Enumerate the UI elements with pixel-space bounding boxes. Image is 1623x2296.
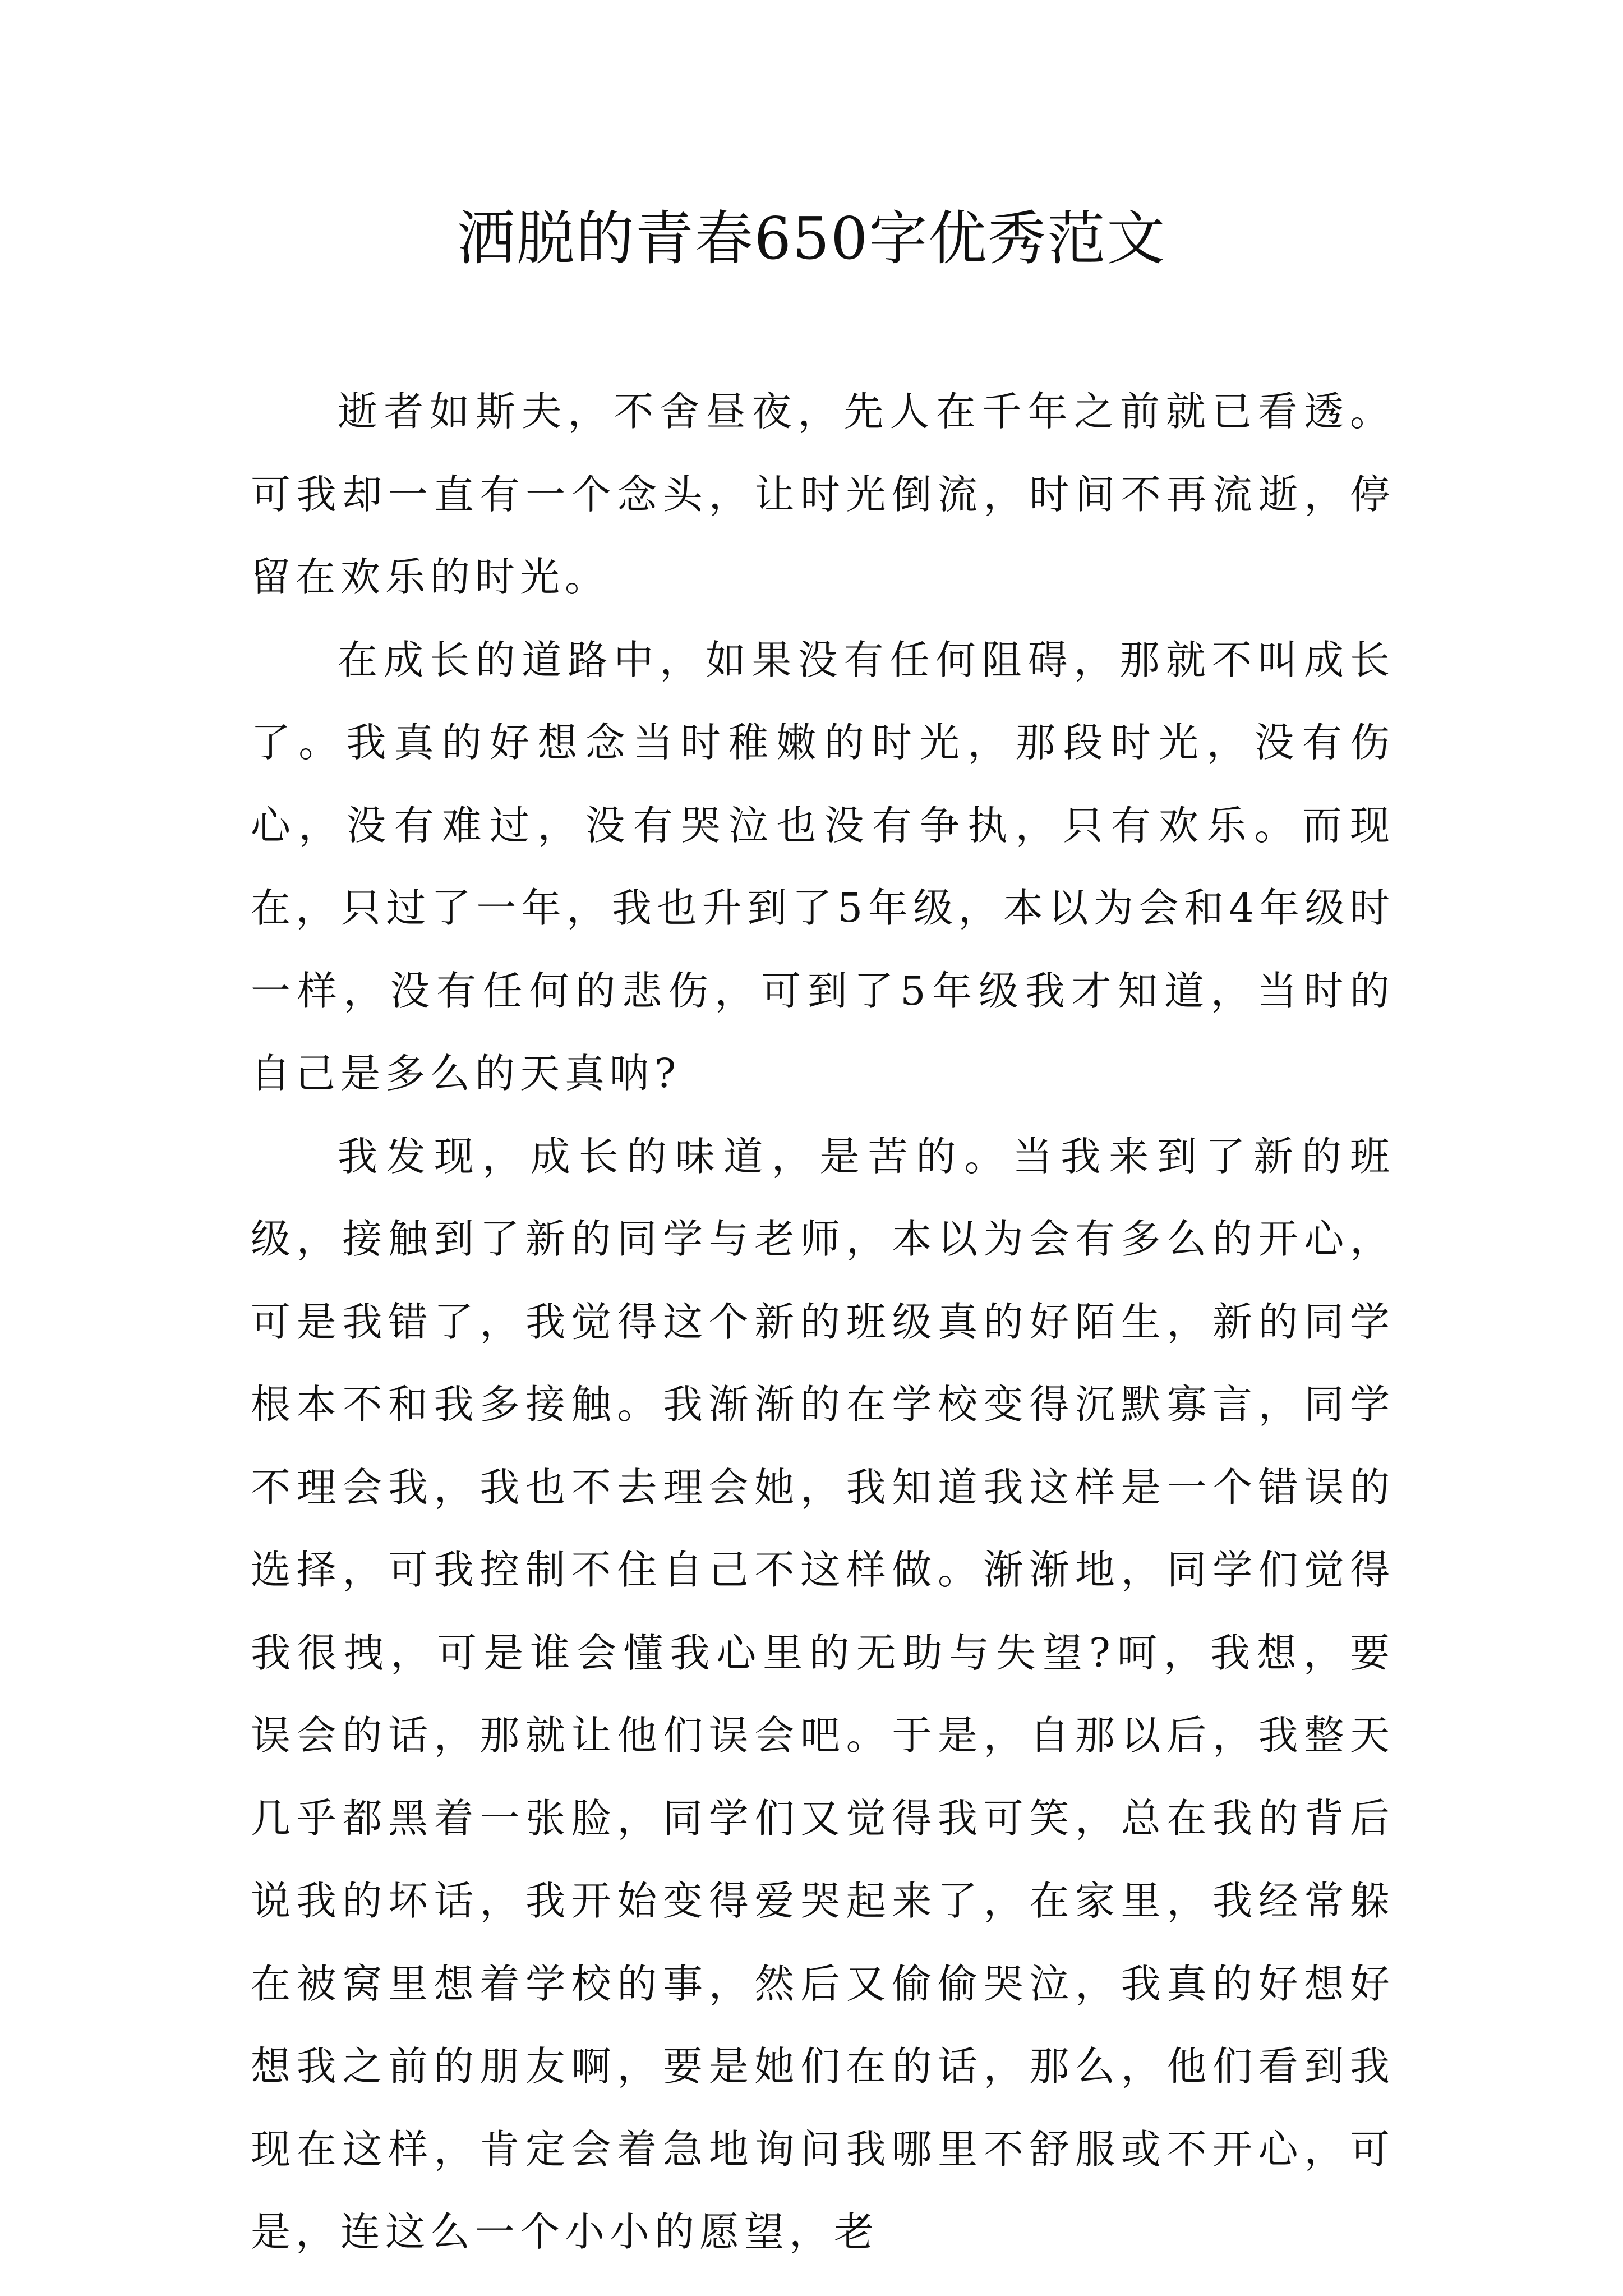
- paragraph-3: 我发现，成长的味道，是苦的。当我来到了新的班级，接触到了新的同学与老师，本以为会有多么的开心，可是我错了，我觉得这个新的班级真的好陌生，新的同学根本不和我多接触。我渐渐的在学校变得沉默寡言，同学不理会我，我也不去理会她，我知道我这样是一个错误的选择，可我控制不住自己不这样做。渐渐地，同学们觉得我很拽，可是谁会懂我心里的无助与失望?呵，我想，要误会的话，那就让他们误会吧。于是，自那以后，我整天几乎都黑着一张脸，同学们又觉得我可笑，总在我的背后说我的坏话，我开始变得爱哭起来了，在家里，我经常躲在被窝里想着学校的事，然后又偷偷哭泣，我真的好想好想我之前的朋友啊，要是她们在的话，那么，他们看到我现在这样，肯定会着急地询问我哪里不舒服或不开心，可是，连这么一个小小的愿望，老: [251, 1133, 1395, 2255]
- paragraph-1: 逝者如斯夫，不舍昼夜，先人在千年之前就已看透。可我却一直有一个念头，让时光倒流，时间不再流逝，停留在欢乐的时光。: [251, 388, 1395, 600]
- document-title: 洒脱的青春650字优秀范文: [457, 204, 1166, 273]
- document-body: [251, 370, 1395, 2274]
- paragraph-2: 在成长的道路中，如果没有任何阻碍，那就不叫成长了。我真的好想念当时稚嫩的时光，那段时光，没有伤心，没有难过，没有哭泣也没有争执，只有欢乐。而现在，只过了一年，我也升到了5年级，本以为会和4年级时一样，没有任何的悲伤，可到了5年级我才知道，当时的自己是多么的天真呐?: [251, 636, 1395, 1097]
